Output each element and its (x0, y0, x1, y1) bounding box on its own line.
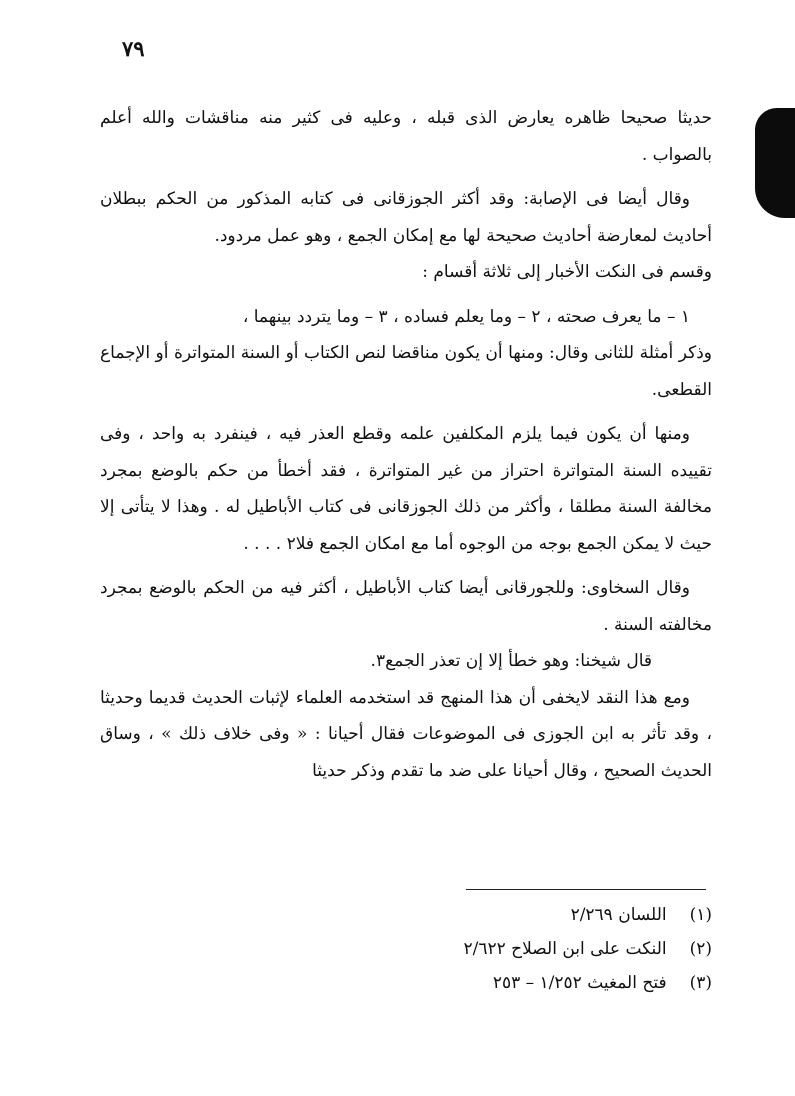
footnote-text: النكت على ابن الصلاح ٢/٦٢٢ (463, 939, 667, 959)
paragraph: قال شيخنا: وهو خطأ إلا إن تعذر الجمع٣. (370, 651, 652, 671)
paragraph: حديثا صحيحا ظاهره يعارض الذى قبله ، وعليه فى كثير منه مناقشات والله أعلم بالصواب . (100, 108, 712, 165)
footnote-number: (٢) (689, 939, 712, 959)
footnote-divider (466, 889, 706, 890)
footnote-text: فتح المغيث ١/٢٥٢ – ٢٥٣ (492, 973, 667, 993)
footnote (300, 966, 712, 1000)
footnotes (300, 898, 712, 1000)
paragraph: ومع هذا النقد لايخفى أن هذا المنهج قد استخدمه العلماء لإثبات الحديث قديما وحديثا ، وقد تأثر به ابن الجوزى فى الموضوعات فقال أحيانا : « وفى خلاف ذلك » ، وساق الحديث الصحيح ، وقال أحيانا على ضد ما تقدم وذكر حديثا (100, 687, 712, 781)
footnote (300, 898, 712, 932)
paragraph: وذكر أمثلة للثانى وقال: ومنها أن يكون مناقضا لنص الكتاب أو السنة المتواترة أو الإجماع القطعى. (100, 343, 712, 400)
footnote-text: اللسان ٢/٢٦٩ (570, 905, 667, 925)
paragraph: وقال أيضا فى الإصابة: وقد أكثر الجوزقانى فى كتابه المذكور من الحكم ببطلان أحاديث لمعارضة أحاديث صحيحة لها مع إمكان الجمع ، وهو عمل مردود. (100, 189, 712, 246)
footnote-number: (١) (689, 905, 712, 925)
footnote-number: (٣) (689, 973, 712, 993)
footnote (300, 932, 712, 966)
paragraph: ومنها أن يكون فيما يلزم المكلفين علمه وقطع العذر فيه ، فينفرد به واحد ، وفى تقييده السنة المتواترة احتراز من غير المتواترة ، فقد أخطأ من حكم بالوضع بمجرد مخالفة السنة مطلقا ، وأكثر من ذلك الجوزقانى فى كتاب الأباطيل له . وهذا لا يتأتى إلا حيث لا يمكن الجمع بوجه من الوجوه أما مع امكان الجمع فلا٢ . . . . (100, 424, 712, 554)
scan-edge-shadow (755, 108, 795, 218)
paragraph: وقال السخاوى: وللجورقانى أيضا كتاب الأباطيل ، أكثر فيه من الحكم بالوضع بمجرد مخالفته السنة . (100, 578, 712, 635)
body-text (100, 100, 712, 789)
paragraph: وقسم فى النكت الأخبار إلى ثلاثة أقسام : (422, 262, 712, 282)
numbered-list-line: ١ – ما يعرف صحته ، ٢ – وما يعلم فساده ، ٣ – وما يتردد بينهما ، (242, 306, 690, 327)
page-number: ٧٩ (122, 36, 145, 61)
